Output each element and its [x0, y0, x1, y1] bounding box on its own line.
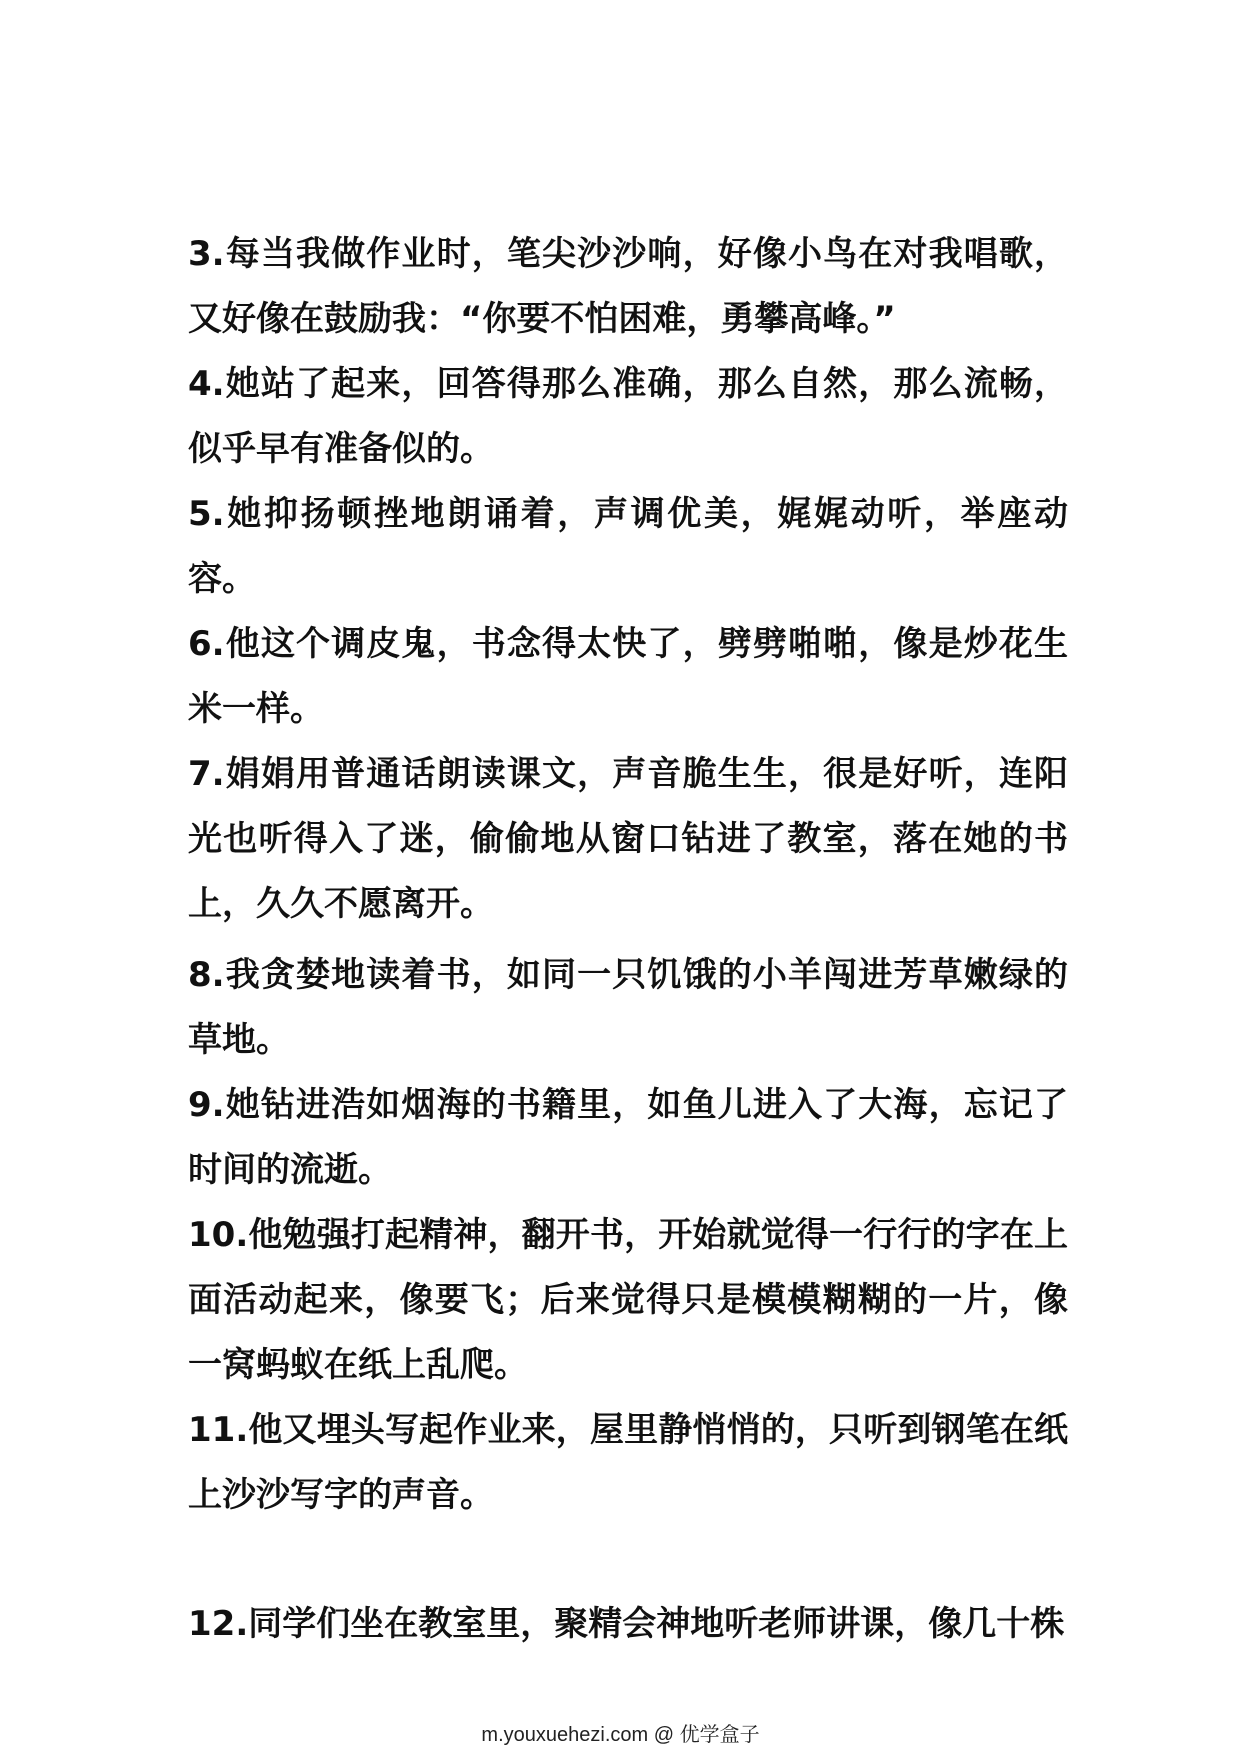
paragraph-9: 9.她钻进浩如烟海的书籍里，如鱼儿进入了大海，忘记了时间的流逝。: [188, 1085, 1068, 1190]
paragraph-3: 3.每当我做作业时，笔尖沙沙响，好像小鸟在对我唱歌，又好像在鼓励我：“你要不怕困难，勇攀高峰。”: [188, 234, 1068, 339]
paragraph-12: 12.同学们坐在教室里，聚精会神地听老师讲课，像几十株: [188, 1604, 1065, 1644]
paragraph-5: 5.她抑扬顿挫地朗诵着，声调优美，娓娓动听，举座动容。: [188, 494, 1068, 599]
paragraph-11: 11.他又埋头写起作业来，屋里静悄悄的，只听到钢笔在纸上沙沙写字的声音。: [188, 1410, 1068, 1515]
paragraph-6: 6.他这个调皮鬼，书念得太快了，劈劈啪啪，像是炒花生米一样。: [188, 624, 1068, 729]
document-body: [188, 222, 1068, 1657]
paragraph-10: 10.他勉强打起精神，翻开书，开始就觉得一行行的字在上面活动起来，像要飞；后来觉得只是模模糊糊的一片，像一窝蚂蚁在纸上乱爬。: [188, 1215, 1068, 1385]
page-footer: m.youxuehezi.com @ 优学盒子: [481, 1724, 760, 1746]
paragraph-4: 4.她站了起来，回答得那么准确，那么自然，那么流畅，似乎早有准备似的。: [188, 364, 1068, 469]
paragraph-7: 7.娟娟用普通话朗读课文，声音脆生生，很是好听，连阳光也听得入了迷，偷偷地从窗口钻进了教室，落在她的书上，久久不愿离开。: [188, 754, 1068, 924]
paragraph-8: 8.我贪婪地读着书，如同一只饥饿的小羊闯进芳草嫩绿的草地。: [188, 955, 1068, 1060]
